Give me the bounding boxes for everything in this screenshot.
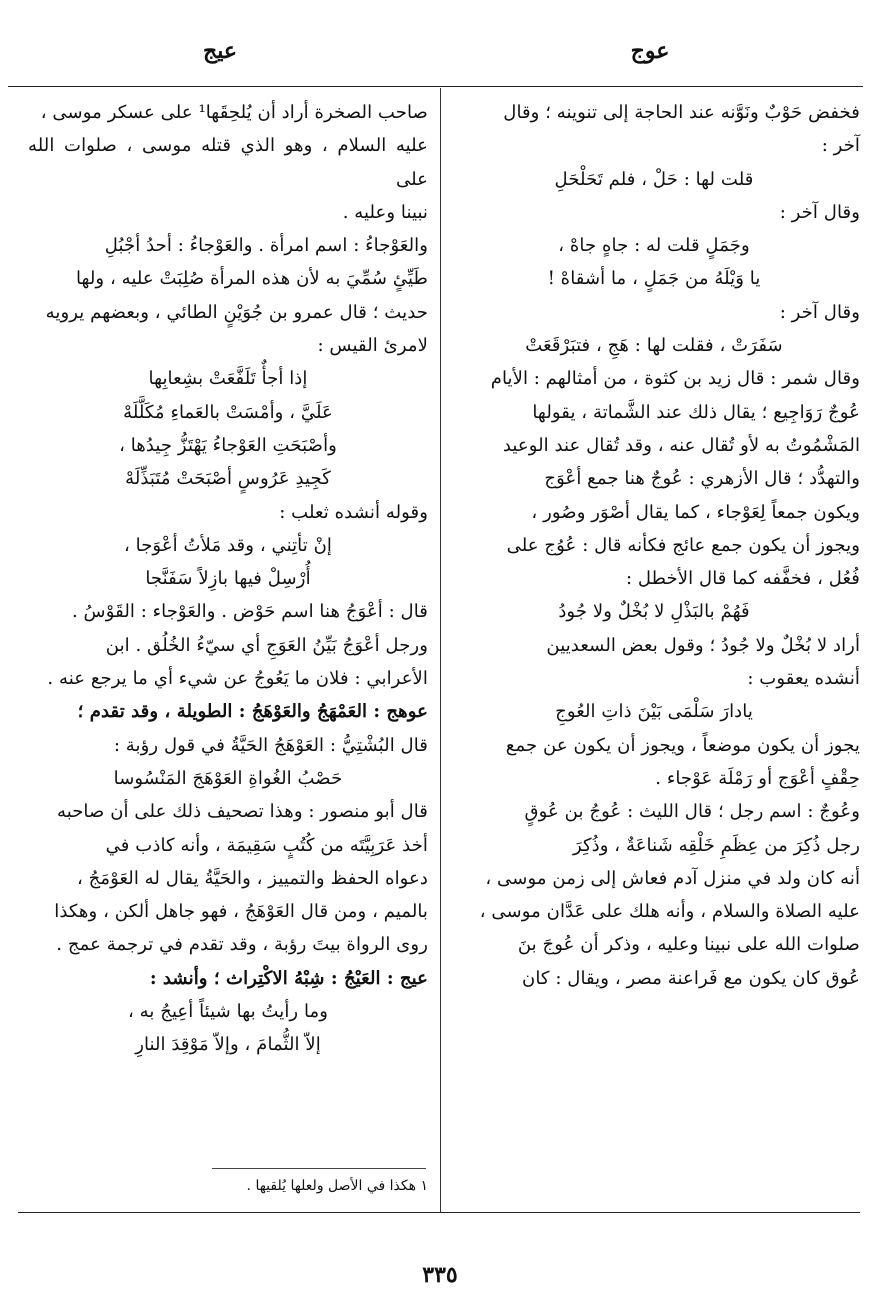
text-line: نبينا وعليه . (342, 201, 428, 223)
verse-line: حَصْبُ الغُواةِ العَوْهَجَ المَنْسُوسا (113, 767, 343, 789)
footer-rule (18, 1212, 860, 1213)
verse-line: وما رأيتُ بها شيئاً أعِيجُ به ، (127, 1001, 329, 1023)
text-line: روى الرواة بيتَ رؤبة ، وقد تقدم في ترجمة عمج . (56, 934, 428, 956)
text-line: الأعرابي : فلان ما يَعُوجُ عن شيء أي ما يرجع عنه . (47, 668, 428, 690)
running-head-right: عوج (630, 38, 670, 64)
text-line: والعَوْجاءُ : اسم امرأة . والعَوْجاءُ : أحدُ أجْبُلِ (104, 235, 428, 257)
text-line: ويكون جمعاً لِعَوْجاء ، كما يقال أصْوَر وصُور ، (531, 501, 860, 523)
text-line: رجل ذُكِرَ من عِظَمِ خَلْقِه شَناعَةٌ ، وذُكِرَ (572, 834, 860, 856)
header-rule (8, 86, 863, 87)
text-line: لامرئ القيس : (317, 335, 428, 357)
text-line: وقوله أنشده ثعلب : (279, 501, 428, 523)
text-line: صلوات الله على نبينا وعليه ، وذكر أن عُوجَ بنَ (517, 934, 860, 956)
verse-line: يا وَيْلَهُ من جَمَلٍ ، ما أشقاهْ ! (547, 268, 761, 290)
entry-heading-line: عيج : العَيْجُ : شِبْهُ الاكْتِراث ؛ وأنشد : (149, 967, 428, 989)
text-line: يجوز أن يكون موضعاً ، ويجوز أن يكون عن جمع (505, 734, 860, 756)
text-line: آخر : (821, 135, 860, 157)
text-line: بالميم ، ومن قال العَوْهَجُ ، فهو جاهل ألكن ، وهكذا (54, 901, 428, 923)
text-line: عليه السلام ، وهو الذي قتله موسى ، صلوات الله على (28, 135, 428, 190)
text-line: طَيِّئٍ سُمِّيَ به لأن هذه المرأة صُلِبَتْ عليه ، ولها (75, 268, 428, 290)
verse-line: عَلَيَّ ، وأمْسَتْ بالعَماءِ مُكَلَّلَهْ (123, 401, 333, 423)
text-line: قال البُشْتِيُّ : العَوْهَجُ الحَيَّةُ في قول رؤبة : (113, 734, 428, 756)
verse-line: فَهُمْ بالبَذْلِ لا بُخْلٌ ولا جُودُ (558, 601, 750, 623)
text-line: عُوجٌ رَوَاجِيع ؛ يقال ذلك عند الشَّماتة ، يقولها (532, 401, 860, 423)
footnote: ١ هكذا في الأصل ولعلها يُلقيها . (246, 1178, 428, 1194)
text-line: وقال شمر : قال زيد بن كثوة ، من أمثالهم : الأيام (490, 368, 860, 390)
text-line: والتهدُّد ؛ قال الأزهري : عُوجٌ هنا جمع أعْوَج (544, 468, 860, 490)
verse-line: قلت لها : حَلْ ، فلم تَحَلْحَلِ (554, 168, 754, 190)
text-line: فُعُل ، فخفَّفه كما قال الأخطل : (625, 568, 860, 590)
text-line: فخفض حَوْبٌ ونَوَّنه عند الحاجة إلى تنوينه ؛ وقال (503, 102, 860, 123)
text-line: أراد لا بُخْلٌ ولا جُودُ ؛ وقول بعض السعديين (546, 634, 860, 656)
verse-line: إلاّ الثُّمامَ ، وإلاّ مَوْقِدَ النارِ (135, 1034, 321, 1056)
text-line: قال أبو منصور : وهذا تصحيف ذلك على أن صاحبه (56, 801, 428, 823)
verse-line: يادارَ سَلْمَى بَيْنَ ذاتِ العُوجِ (555, 701, 753, 723)
text-line: عليه الصلاة والسلام ، وأنه هلك على عَدَّان موسى ، (479, 901, 860, 923)
text-line: وقال آخر : (779, 201, 860, 223)
text-line: وقال آخر : (779, 301, 860, 323)
text-line: أخذ عَرَبِيَّتَه من كُتُبٍ سَقِيمَة ، وأنه كاذب في (105, 834, 428, 856)
text-line: دعواه الحفظ والتمييز ، والحَيَّةُ يقال له العَوْمَجُ ، (76, 867, 428, 889)
left-column (28, 96, 428, 1062)
footnote-rule (212, 1168, 426, 1169)
verse-line: وأصْبَحَتِ العَوْجاءُ يَهْتَزُّ جِيدُها ، (119, 434, 337, 456)
verse-line: إذا أجأٌ تَلَفَّعَتْ بشِعابِها (148, 368, 308, 390)
text-line: ورجل أعْوَجُ بَيِّنُ العَوَجِ أي سيّءُ الخُلُق . ابن (105, 634, 428, 656)
entry-heading-line: عوهج : العَمْهَجُ والعَوْهَجُ : الطويلة ، وقد تقدم ؛ (77, 701, 428, 723)
verse-line: إنْ تأتِني ، وقد مَلأتُ أعْوَجا ، (124, 534, 332, 556)
text-line: حِقْفٍ أعْوَج أو رَمْلَة عَوْجاء . (655, 767, 860, 789)
verse-line: وجَمَلٍ قلت له : جاهٍ جاهْ ، (558, 235, 750, 257)
text-line: وعُوجٌ : اسم رجل ؛ قال الليث : عُوجُ بن عُوقٍ (524, 801, 860, 823)
page-number: ٣٣٥ (422, 1262, 458, 1288)
text-line: المَشْمُوتُ به لأو تُقال عنه ، وقد تُقال عند الوعيد (502, 434, 860, 456)
text-line: عُوق كان يكون مع فَراعنة مصر ، ويقال : كان (521, 967, 860, 989)
column-divider (440, 88, 441, 1212)
text-line: صاحب الصخرة أراد أن يُلحِقَها¹ على عسكر موسى ، (40, 102, 428, 123)
running-head-left: عيج (203, 38, 237, 64)
right-column (448, 96, 860, 995)
text-line: قال : أعْوَجُ هنا اسم حَوْض . والعَوْجاء : القَوْسُ . (71, 601, 428, 623)
text-line: أنه كان ولد في منزل آدم فعاش إلى زمن موسى ، (485, 867, 860, 889)
verse-line: سَفَرَتْ ، فقلت لها : هَجِ ، فتبَرْقَعَتْ (525, 335, 783, 357)
text-line: حديث ؛ قال عمرو بن جُوَيْنٍ الطائي ، وبعضهم يرويه (45, 301, 428, 323)
text-line: أنشده يعقوب : (747, 668, 860, 690)
text-line: ويجوز أن يكون جمع عائج فكأنه قال : عُوُج على (506, 534, 860, 556)
verse-line: كَجِيدِ عَرُوسٍ أصْبَحَتْ مُتَبَذِّلَهْ (125, 468, 331, 490)
verse-line: أُرْسِلْ فيها بازِلاً سَفَنَّجا (145, 568, 311, 590)
